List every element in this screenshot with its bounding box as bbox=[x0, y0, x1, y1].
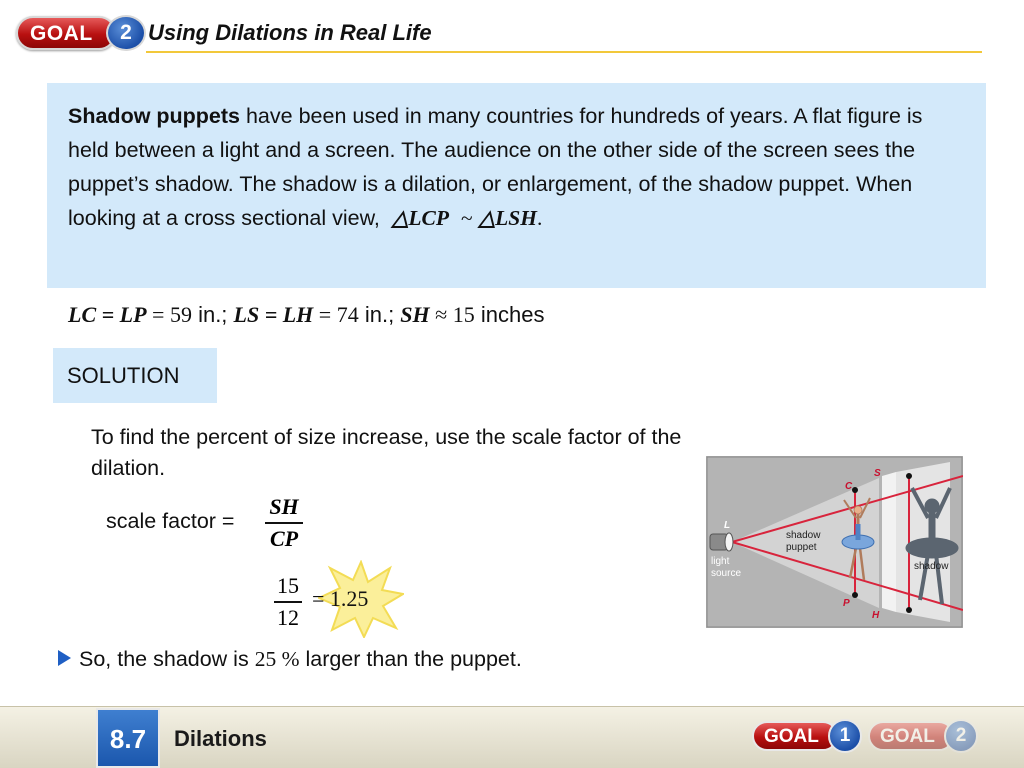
given-measurements bbox=[68, 302, 544, 328]
given-sh: SH bbox=[400, 302, 430, 327]
label-light-2: source bbox=[711, 568, 742, 579]
label-p: P bbox=[843, 598, 850, 609]
header-divider bbox=[146, 51, 982, 53]
conclusion bbox=[58, 647, 522, 672]
sf-denominator: CP bbox=[269, 526, 299, 551]
numeric-fraction bbox=[274, 572, 302, 632]
fraction-bar bbox=[265, 522, 303, 524]
given-ls-lh: LS = LH bbox=[233, 302, 314, 327]
triangle-lsh: △LSH bbox=[478, 206, 537, 230]
given-unit2: in.; bbox=[358, 302, 401, 327]
scale-factor-label: scale factor = bbox=[106, 509, 235, 533]
nav-goal-1-number: 1 bbox=[828, 719, 862, 753]
given-eq1: = 59 bbox=[146, 302, 192, 327]
solution-label: SOLUTION bbox=[53, 348, 217, 403]
label-shadow-puppet-2: puppet bbox=[786, 542, 817, 553]
point-c-dot bbox=[852, 487, 858, 493]
given-unit3: inches bbox=[474, 302, 545, 327]
intro-box bbox=[47, 83, 986, 288]
nav-goal-1-pill bbox=[752, 721, 838, 751]
num-numerator: 15 bbox=[277, 573, 299, 598]
goal-2-badge bbox=[16, 12, 134, 54]
label-light-1: light bbox=[711, 556, 730, 567]
conclusion-percent: 25 % bbox=[254, 647, 300, 671]
nav-goal-1-button[interactable] bbox=[752, 718, 856, 756]
label-l: L bbox=[724, 520, 731, 531]
shadow-puppet-diagram bbox=[706, 456, 963, 628]
given-eq2: = 74 bbox=[313, 302, 359, 327]
given-approx: ≈ 15 bbox=[429, 302, 475, 327]
nav-goal-2-pill bbox=[868, 721, 954, 751]
conclusion-pre: So, the shadow is bbox=[79, 647, 255, 671]
label-s: S bbox=[874, 468, 881, 479]
nav-goal-2-text: GOAL bbox=[880, 726, 935, 747]
scale-factor-fraction bbox=[265, 493, 303, 553]
point-p-dot bbox=[852, 592, 858, 598]
goal-badge-number: 2 bbox=[106, 15, 146, 51]
given-lc-lp: LC = LP bbox=[68, 302, 147, 327]
nav-goal-1-text: GOAL bbox=[764, 726, 819, 747]
label-shadow: shadow bbox=[914, 561, 949, 572]
conclusion-post: larger than the puppet. bbox=[299, 647, 522, 671]
triangle-lcp: △LCP bbox=[391, 206, 450, 230]
similar-symbol: ~ bbox=[460, 206, 473, 230]
intro-lead: Shadow puppets bbox=[68, 104, 240, 128]
fraction-bar bbox=[274, 601, 302, 603]
solution-step-text: To find the percent of size increase, use the scale factor of the dilation. bbox=[91, 425, 682, 480]
given-unit1: in.; bbox=[191, 302, 234, 327]
scale-factor-result: = 1.25 bbox=[312, 586, 369, 611]
label-c: C bbox=[845, 481, 853, 492]
label-h: H bbox=[872, 610, 880, 621]
goal-badge-pill bbox=[16, 16, 116, 50]
num-denominator: 12 bbox=[277, 605, 299, 630]
intro-paragraph bbox=[68, 99, 948, 235]
label-shadow-puppet-1: shadow bbox=[786, 530, 821, 541]
nav-goal-2-button[interactable] bbox=[868, 718, 972, 756]
lesson-title: Dilations bbox=[174, 726, 267, 751]
sf-numerator: SH bbox=[269, 494, 299, 519]
lesson-number-badge: 8.7 bbox=[96, 708, 160, 768]
intro-period: . bbox=[536, 206, 543, 230]
intro-body: have been used in many countries for hundreds of years. A flat figure is held between a light and a screen. The audience on the other side of the screen sees the puppet’s shadow. The shadow is a dilation, or enlargement, of the shadow puppet. When looking at a cross sectional view, bbox=[68, 104, 923, 230]
bullet-arrow-icon bbox=[58, 650, 71, 666]
nav-goal-2-number: 2 bbox=[944, 719, 978, 753]
point-s-dot bbox=[906, 473, 912, 479]
page-title: Using Dilations in Real Life bbox=[148, 20, 432, 45]
point-h-dot bbox=[906, 607, 912, 613]
goal-badge-text: GOAL bbox=[30, 22, 93, 45]
